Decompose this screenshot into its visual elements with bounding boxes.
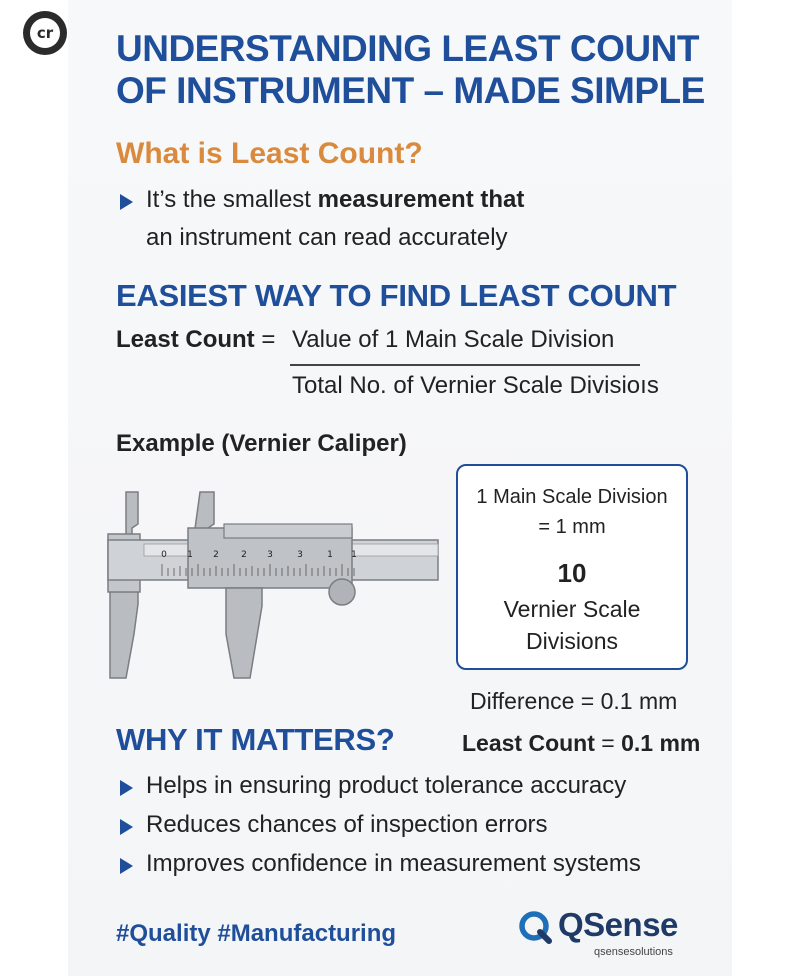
info-vernier-label-2: Divisions xyxy=(525,628,619,654)
formula-lhs xyxy=(116,326,275,354)
bullet-triangle-icon xyxy=(120,780,133,796)
info-main-scale-division: 1 Main Scale Division xyxy=(476,486,668,508)
title-line-2: OF INSTRUMENT – MADE SIMPLE xyxy=(116,70,705,111)
why-heading: WHY IT MATTERS? xyxy=(116,722,395,757)
result-label: Least Count xyxy=(462,730,595,756)
formula-heading: EASIEST WAY TO FIND LEAST COUNT xyxy=(116,278,677,313)
definition-heading: What is Least Count? xyxy=(116,137,423,170)
why-item-3 xyxy=(120,850,641,878)
fraction-line xyxy=(290,364,640,366)
cr-badge-text: cr xyxy=(30,18,60,48)
qsense-logo xyxy=(518,906,698,966)
info-vernier-label-1: Vernier Scale xyxy=(503,596,641,622)
vernier-caliper-illustration xyxy=(104,484,444,684)
scale-label-7: 1 xyxy=(327,550,333,560)
why-item-1 xyxy=(120,772,626,800)
scale-label-1: 0 xyxy=(161,550,167,560)
scale-label-6: 3 xyxy=(297,550,303,560)
cr-badge xyxy=(23,11,67,55)
q-logo-icon xyxy=(518,910,552,944)
difference-text: Difference = 0.1 mm xyxy=(470,688,678,714)
bullet-triangle-icon xyxy=(120,858,133,874)
bullet-triangle-icon xyxy=(120,819,133,835)
example-info-box xyxy=(456,464,688,670)
result-value: 0.1 mm xyxy=(621,730,701,756)
hashtags: #Quality #Manufacturing xyxy=(116,920,397,947)
scale-label-5: 3 xyxy=(267,550,273,560)
why-item-text: Improves confidence in measurement systems xyxy=(146,850,641,877)
brand-subtitle: qsensesolutions xyxy=(594,946,673,958)
sliding-jaw-bottom xyxy=(226,588,262,678)
formula-numerator: Value of 1 Main Scale Division xyxy=(292,326,615,353)
scale-label-2: 1 xyxy=(187,550,193,560)
brand-name: QSense xyxy=(558,906,678,943)
page-title xyxy=(116,28,716,112)
formula-denominator: Total No. of Vernier Scale Divisioıs xyxy=(292,372,659,399)
why-item-text: Reduces chances of inspection errors xyxy=(146,811,548,838)
definition-text-plain: It’s the smallest xyxy=(146,186,318,213)
bullet-triangle-icon xyxy=(120,194,133,210)
definition-line-1 xyxy=(120,186,524,214)
scale-label-4: 2 xyxy=(241,550,247,560)
scale-label-3: 2 xyxy=(213,550,219,560)
least-count-result xyxy=(462,730,700,757)
result-equals: = xyxy=(594,730,622,756)
scale-label-8: 1 xyxy=(351,550,357,560)
thumb-wheel xyxy=(329,579,355,605)
info-main-scale-value: = 1 mm xyxy=(538,516,606,538)
info-vernier-count: 10 xyxy=(557,558,587,588)
formula-label: Least Count xyxy=(116,326,255,353)
definition-line-2: an instrument can read accurately xyxy=(146,224,508,251)
why-item-2 xyxy=(120,811,548,839)
vernier-window xyxy=(224,524,352,538)
formula-equals: = xyxy=(254,326,276,353)
example-heading: Example (Vernier Caliper) xyxy=(116,430,407,457)
why-item-text: Helps in ensuring product tolerance accuracy xyxy=(146,772,627,799)
definition-text-bold: measurement that xyxy=(317,186,525,213)
title-line-1: UNDERSTANDING LEAST COUNT xyxy=(116,28,699,69)
